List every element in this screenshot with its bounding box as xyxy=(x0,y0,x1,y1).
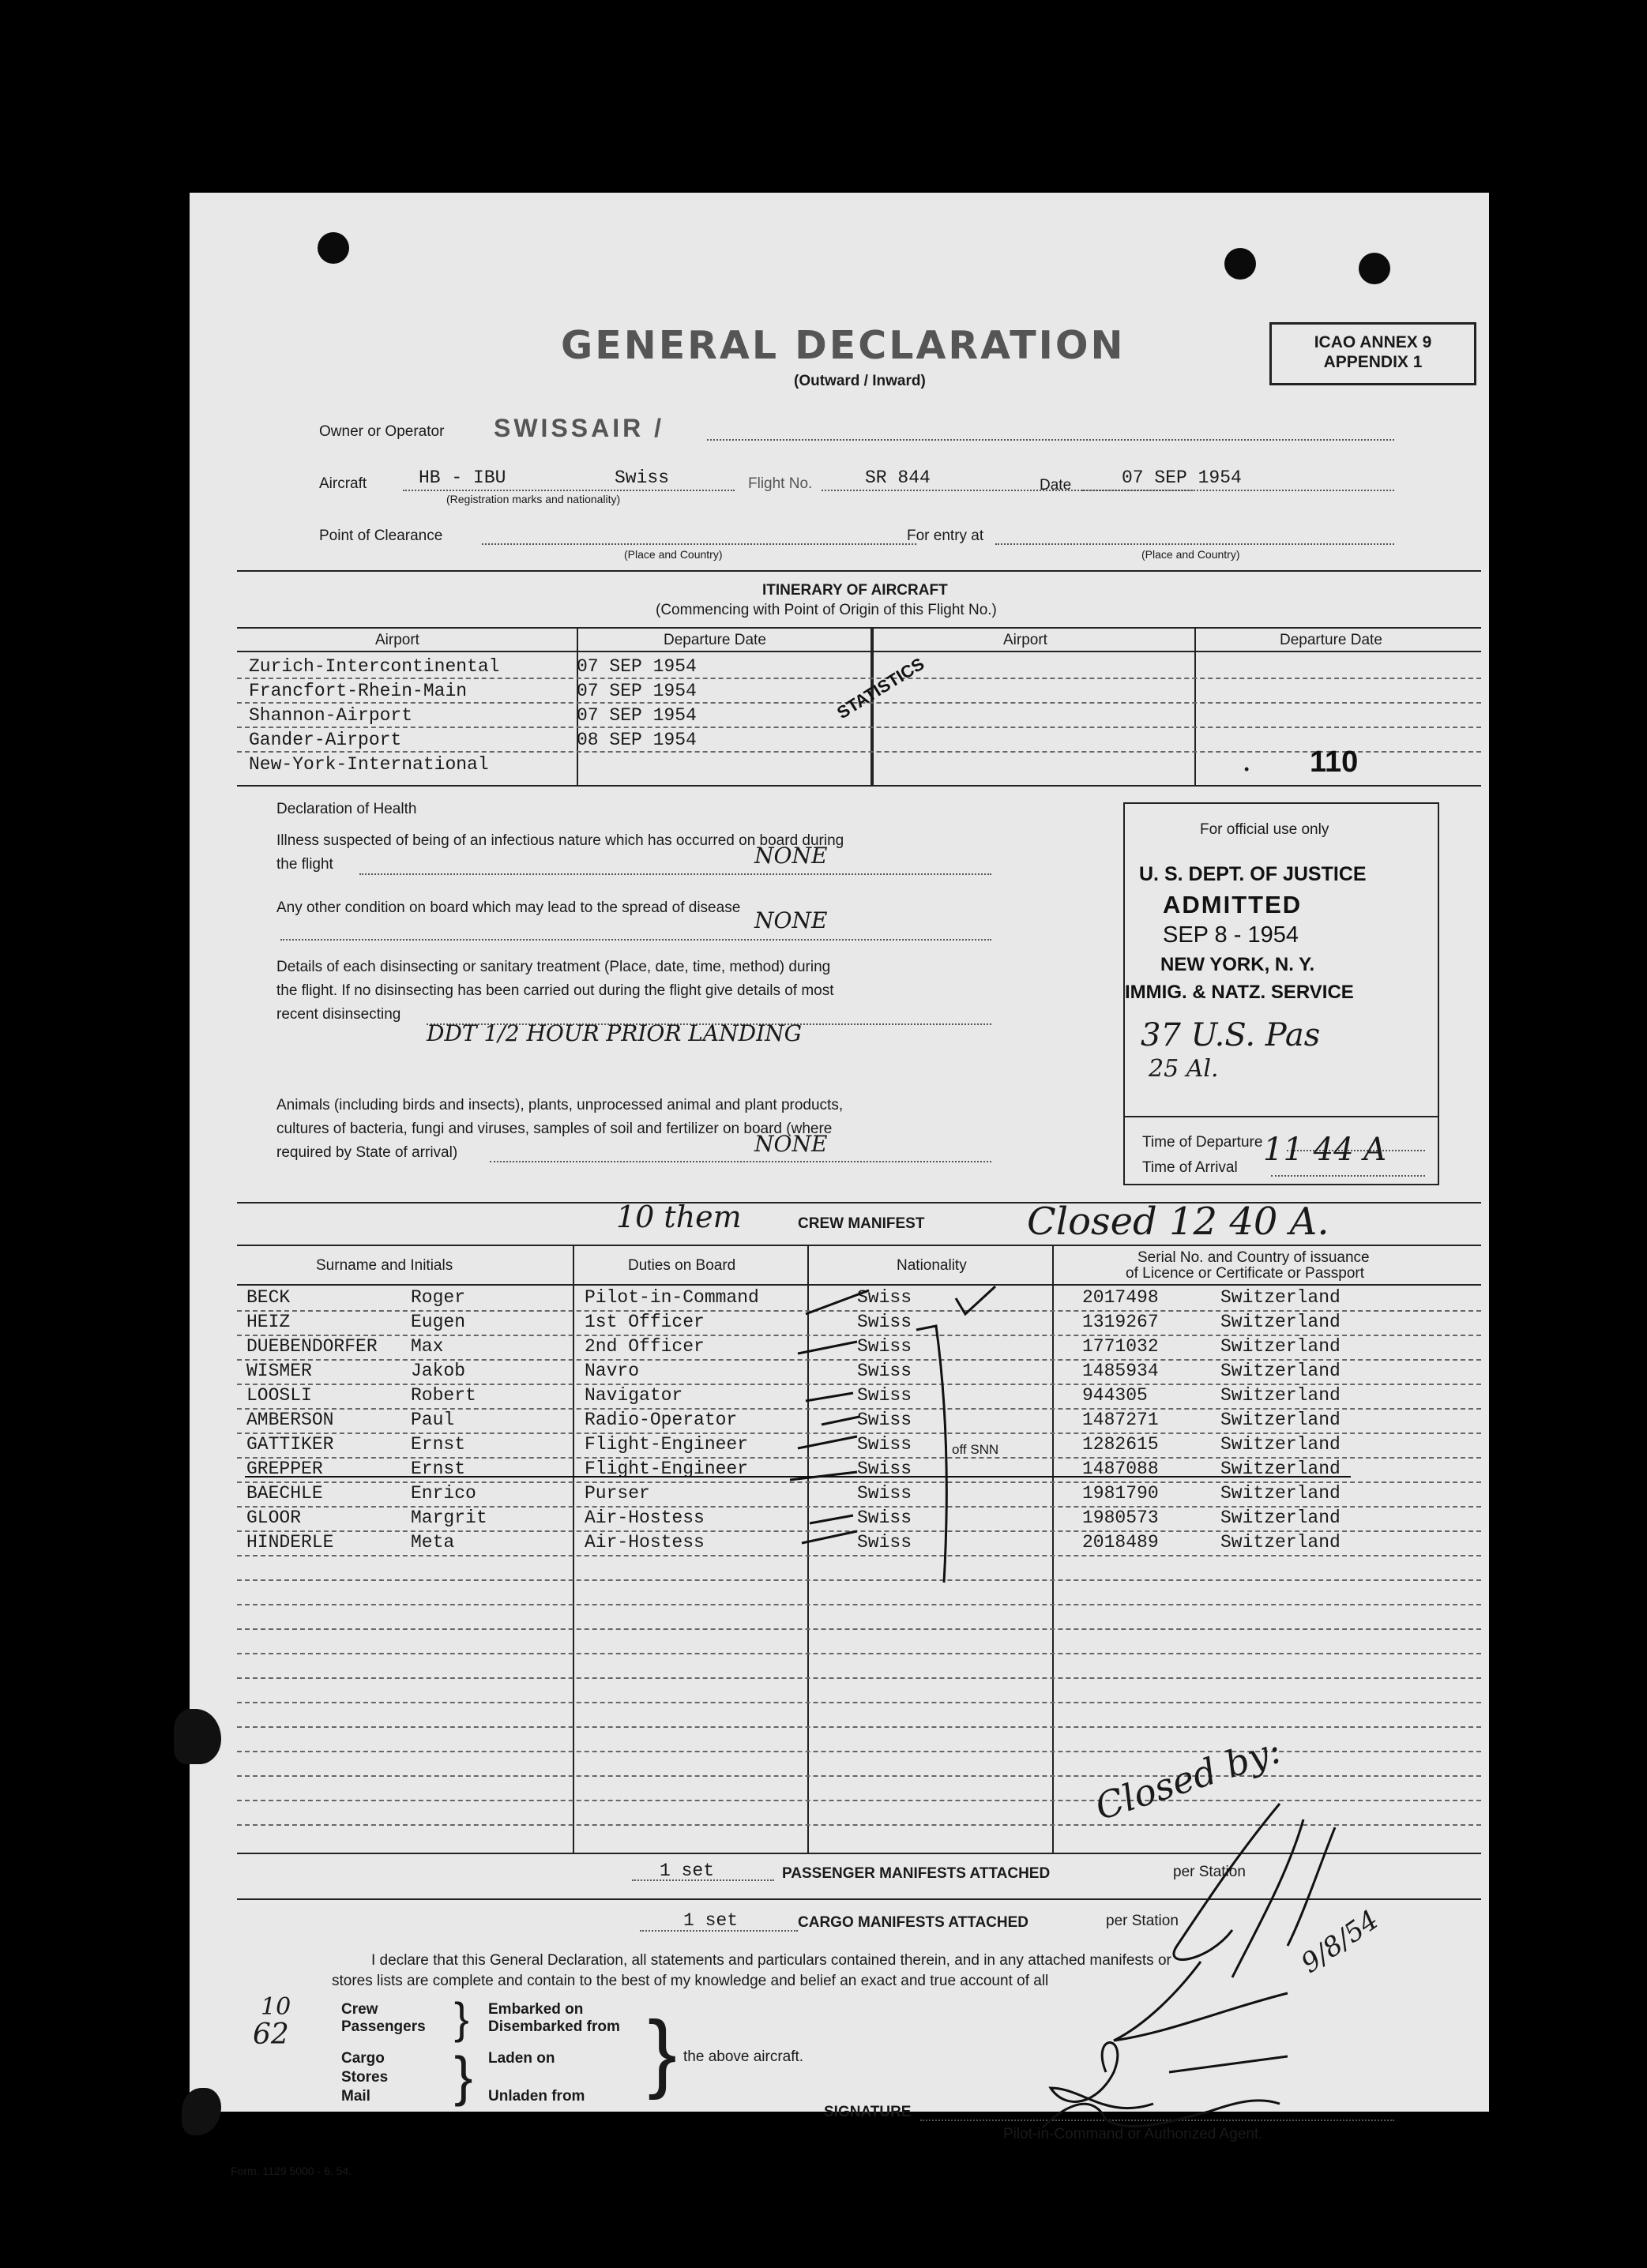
stamp-service: IMMIG. & NATZ. SERVICE xyxy=(1125,982,1354,1003)
strike-line xyxy=(245,1476,1351,1478)
arrival-time-line xyxy=(1271,1175,1425,1177)
crew-cell-country: Switzerland xyxy=(1220,1483,1341,1504)
owner-label: Owner or Operator xyxy=(319,423,445,440)
declaration-line-1: I declare that this General Declaration, all statements and particulars contained therein, and in any attached manifests or xyxy=(371,1952,1171,1969)
crew-cell-nat: Swiss xyxy=(857,1385,912,1406)
crew-cell-first: Enrico xyxy=(411,1483,476,1504)
departure-time-label: Time of Departure xyxy=(1142,1134,1263,1151)
crew-manifest-title: CREW MANIFEST xyxy=(798,1215,925,1232)
health-q4-end: required by State of arrival) xyxy=(276,1144,458,1161)
crew-cell-nat: Swiss xyxy=(857,1336,912,1357)
crew-cell-surname: DUEBENDORFER xyxy=(246,1336,378,1357)
owner-line xyxy=(707,439,1394,441)
crew-cell-duty: 2nd Officer xyxy=(585,1336,705,1357)
crew-cell-serial: 1487271 xyxy=(1082,1410,1159,1430)
row-rule xyxy=(237,1628,1481,1630)
row-rule xyxy=(237,1677,1481,1679)
crew-cell-duty: Navigator xyxy=(585,1385,683,1406)
brace: } xyxy=(454,1993,469,2043)
entry-caption: (Place and Country) xyxy=(1141,548,1240,561)
crew-cell-first: Paul xyxy=(411,1410,455,1430)
crew-cell-country: Switzerland xyxy=(1220,1385,1341,1406)
crew-cell-nat: Swiss xyxy=(857,1483,912,1504)
laden-label: Laden on xyxy=(488,2050,555,2067)
crew-cell-first: Robert xyxy=(411,1385,476,1406)
crew-cell-surname: WISMER xyxy=(246,1361,312,1381)
crew-cell-nat: Swiss xyxy=(857,1287,912,1308)
crew-cell-surname: BAECHLE xyxy=(246,1483,323,1504)
row-rule xyxy=(237,1751,1481,1752)
disembarked-label: Disembarked from xyxy=(488,2018,620,2035)
crew-cell-country: Switzerland xyxy=(1220,1459,1341,1479)
count-line xyxy=(640,1930,798,1932)
crew-cell-first: Meta xyxy=(411,1532,455,1553)
crew-cell-nat: Swiss xyxy=(857,1361,912,1381)
paper-damage xyxy=(182,2088,221,2135)
answer-line xyxy=(280,939,991,941)
divider xyxy=(237,570,1481,572)
crew-cell-serial: 1980573 xyxy=(1082,1508,1159,1528)
crew-cell-first: Ernst xyxy=(411,1434,466,1455)
crew-cell-duty: 1st Officer xyxy=(585,1312,705,1332)
itinerary-subtitle: (Commencing with Point of Origin of this Flight No.) xyxy=(656,602,997,618)
itinerary-date: 07 SEP 1954 xyxy=(577,705,697,726)
health-answer-3: DDT 1/2 HOUR PRIOR LANDING xyxy=(427,1020,803,1046)
crew-cell-serial: 1282615 xyxy=(1082,1434,1159,1455)
stores-label: Stores xyxy=(341,2069,389,2086)
signature-caption: Pilot-in-Command or Authorized Agent. xyxy=(1003,2126,1263,2142)
crew-header-serial: Serial No. and Country of issuance xyxy=(1137,1249,1370,1266)
number-stamp: 110 xyxy=(1310,745,1359,779)
itinerary-airport: Gander-Airport xyxy=(249,730,402,750)
health-title: Declaration of Health xyxy=(276,801,417,817)
mail-label: Mail xyxy=(341,2088,370,2105)
health-answer-1: NONE xyxy=(754,843,828,869)
crew-cell-nat: Swiss xyxy=(857,1532,912,1553)
cargo-label: Cargo xyxy=(341,2050,385,2067)
health-q3-cont: the flight. If no disinsecting has been carried out during the flight give details of most xyxy=(276,982,834,999)
health-q3-end: recent disinsecting xyxy=(276,1006,401,1023)
divider xyxy=(237,1245,1481,1246)
signature-label: SIGNATURE xyxy=(824,2104,912,2120)
form-subtitle: (Outward / Inward) xyxy=(794,373,926,389)
crew-cell-duty: Air-Hostess xyxy=(585,1532,705,1553)
divider xyxy=(237,651,1481,652)
crew-cell-country: Switzerland xyxy=(1220,1287,1341,1308)
owner-value: SWISSAIR / xyxy=(494,414,665,442)
itinerary-date: 07 SEP 1954 xyxy=(577,681,697,701)
form-title: GENERAL DECLARATION xyxy=(561,323,1126,368)
date-label: Date xyxy=(1040,477,1072,494)
crew-cell-nat: Swiss xyxy=(857,1459,912,1479)
health-q4-cont: cultures of bacteria, fungi and viruses, samples of soil and fertilizer on board (where xyxy=(276,1121,833,1137)
crew-label: Crew xyxy=(341,2001,378,2018)
passenger-manifest-station: per Station xyxy=(1173,1864,1246,1880)
crew-cell-first: Eugen xyxy=(411,1312,466,1332)
crew-header-duty: Duties on Board xyxy=(628,1257,736,1274)
brace: } xyxy=(454,2045,473,2107)
row-rule xyxy=(237,1702,1481,1703)
crew-cell-surname: GREPPER xyxy=(246,1459,323,1479)
flight-label: Flight No. xyxy=(748,475,813,492)
answer-line xyxy=(359,873,991,875)
stamp-dept: U. S. DEPT. OF JUSTICE xyxy=(1139,863,1367,885)
crew-cell-first: Roger xyxy=(411,1287,466,1308)
crew-cell-surname: HEIZ xyxy=(246,1312,291,1332)
entry-label: For entry at xyxy=(907,528,984,544)
crew-cell-serial: 1319267 xyxy=(1082,1312,1159,1332)
punch-hole xyxy=(1224,248,1256,280)
itinerary-airport: Francfort-Rhein-Main xyxy=(249,681,468,701)
crew-cell-duty: Flight-Engineer xyxy=(585,1459,749,1479)
form-number: Form. 1129 5000 - 6. 54. xyxy=(231,2165,352,2177)
crew-cell-first: Max xyxy=(411,1336,444,1357)
health-q1-cont: the flight xyxy=(276,856,333,873)
brace: } xyxy=(648,2003,677,2101)
itinerary-airport: Zurich-Intercontinental xyxy=(249,656,500,677)
declaration-line-2: stores lists are complete and contain to the best of my knowledge and belief an exact and true account of all xyxy=(332,1973,1049,1989)
crew-cell-country: Switzerland xyxy=(1220,1312,1341,1332)
crew-cell-duty: Purser xyxy=(585,1483,650,1504)
row-rule xyxy=(237,727,1481,728)
health-q1: Illness suspected of being of an infectious nature which has occurred on board during xyxy=(276,832,844,849)
official-use-box xyxy=(1123,802,1439,1185)
handwritten-signatures xyxy=(972,1772,1430,2151)
crew-cell-serial: 1487088 xyxy=(1082,1459,1159,1479)
crew-cell-duty: Navro xyxy=(585,1361,640,1381)
crew-cell-surname: GLOOR xyxy=(246,1508,302,1528)
crew-cell-nat: Swiss xyxy=(857,1410,912,1430)
signature-date: 9/8/54 xyxy=(1295,1904,1385,1980)
crew-cell-surname: LOOSLI xyxy=(246,1385,312,1406)
crew-cell-nat: Swiss xyxy=(857,1312,912,1332)
crew-cell-serial: 2017498 xyxy=(1082,1287,1159,1308)
itinerary-header-departure-2: Departure Date xyxy=(1280,632,1382,648)
punch-hole xyxy=(1359,253,1390,284)
itinerary-date: 08 SEP 1954 xyxy=(577,730,697,750)
cargo-manifest-label: CARGO MANIFESTS ATTACHED xyxy=(798,1914,1029,1931)
crew-cell-duty: Flight-Engineer xyxy=(585,1434,749,1455)
crew-closed-note: Closed 12 40 A. xyxy=(1027,1200,1329,1244)
passenger-manifest-label: PASSENGER MANIFESTS ATTACHED xyxy=(782,1865,1051,1882)
row-rule xyxy=(237,1604,1481,1605)
itinerary-header-departure: Departure Date xyxy=(664,632,766,648)
crew-cell-country: Switzerland xyxy=(1220,1508,1341,1528)
official-hand-1: 37 U.S. Pas xyxy=(1141,1017,1321,1053)
punch-hole xyxy=(318,232,349,264)
statistics-stamp: STATISTICS xyxy=(833,653,928,723)
crew-cell-country: Switzerland xyxy=(1220,1532,1341,1553)
crew-cell-duty: Air-Hostess xyxy=(585,1508,705,1528)
crew-cell-serial: 1771032 xyxy=(1082,1336,1159,1357)
row-rule xyxy=(237,1726,1481,1728)
cargo-manifest-station: per Station xyxy=(1106,1913,1179,1929)
crew-cell-nat: Swiss xyxy=(857,1508,912,1528)
stamp-dot: • xyxy=(1244,761,1250,777)
off-snn-note: off SNN xyxy=(952,1442,999,1457)
arrival-time-value: 11 44 A xyxy=(1263,1132,1387,1168)
clearance-line xyxy=(482,543,916,545)
crew-cell-country: Switzerland xyxy=(1220,1361,1341,1381)
stamp-date: SEP 8 - 1954 xyxy=(1163,922,1299,948)
crew-cell-serial: 1981790 xyxy=(1082,1483,1159,1504)
official-title: For official use only xyxy=(1200,821,1329,838)
crew-header-name: Surname and Initials xyxy=(316,1257,453,1274)
aircraft-registration: HB - IBU xyxy=(419,467,506,488)
annex-line: ICAO ANNEX 9 xyxy=(1314,333,1432,351)
crew-cell-surname: GATTIKER xyxy=(246,1434,334,1455)
passengers-label: Passengers xyxy=(341,2018,426,2035)
crew-cell-surname: AMBERSON xyxy=(246,1410,334,1430)
row-rule xyxy=(237,678,1481,679)
crew-header-serial-2: of Licence or Certificate or Passport xyxy=(1126,1265,1365,1282)
aircraft-line xyxy=(403,490,735,491)
closed-by-note: Closed by: xyxy=(1090,1728,1287,1829)
stamp-admitted: ADMITTED xyxy=(1163,891,1303,918)
clearance-label: Point of Clearance xyxy=(319,528,443,544)
crew-cell-nat: Swiss xyxy=(857,1434,912,1455)
cargo-manifest-count: 1 set xyxy=(683,1910,739,1931)
aircraft-nationality: Swiss xyxy=(615,467,670,488)
registration-caption: (Registration marks and nationality) xyxy=(446,493,621,505)
stamp-city: NEW YORK, N. Y. xyxy=(1160,954,1315,975)
unladen-label: Unladen from xyxy=(488,2088,585,2105)
arrival-time-label: Time of Arrival xyxy=(1142,1159,1238,1176)
itinerary-airport: New-York-International xyxy=(249,754,489,775)
itinerary-header-airport: Airport xyxy=(375,632,419,648)
crew-cell-serial: 1485934 xyxy=(1082,1361,1159,1381)
crew-cell-first: Ernst xyxy=(411,1459,466,1479)
divider xyxy=(237,627,1481,629)
checkmark-marks xyxy=(758,1282,1043,1598)
health-q3: Details of each disinsecting or sanitary treatment (Place, date, time, method) during xyxy=(276,959,831,975)
health-answer-4: NONE xyxy=(754,1131,828,1157)
crew-cell-duty: Radio-Operator xyxy=(585,1410,738,1430)
divider xyxy=(1125,1116,1438,1117)
embarked-label: Embarked on xyxy=(488,2001,584,2018)
clearance-caption: (Place and Country) xyxy=(624,548,723,561)
entry-line xyxy=(995,543,1394,545)
crew-cell-country: Switzerland xyxy=(1220,1434,1341,1455)
crew-cell-first: Margrit xyxy=(411,1508,487,1528)
flight-number: SR 844 xyxy=(865,467,931,488)
date-line xyxy=(1082,490,1394,491)
crew-cell-first: Jakob xyxy=(411,1361,466,1381)
health-q2: Any other condition on board which may lead to the spread of disease xyxy=(276,899,741,916)
crew-cell-country: Switzerland xyxy=(1220,1336,1341,1357)
crew-count-hand: 10 xyxy=(261,1993,291,2021)
official-hand-2: 25 Al. xyxy=(1149,1055,1219,1083)
row-rule xyxy=(237,751,1481,753)
itinerary-title: ITINERARY OF AIRCRAFT xyxy=(762,582,948,599)
crew-header-nationality: Nationality xyxy=(897,1257,967,1274)
declaration-form xyxy=(190,193,1489,2177)
crew-cell-serial: 2018489 xyxy=(1082,1532,1159,1553)
itinerary-airport: Shannon-Airport xyxy=(249,705,413,726)
health-answer-2: NONE xyxy=(754,907,828,933)
appendix-line: APPENDIX 1 xyxy=(1323,353,1423,371)
crew-cell-serial: 944305 xyxy=(1082,1385,1148,1406)
divider xyxy=(237,785,1481,787)
crew-cell-surname: HINDERLE xyxy=(246,1532,334,1553)
crew-cell-surname: BECK xyxy=(246,1287,291,1308)
annex-box xyxy=(1269,322,1476,385)
itinerary-header-airport-2: Airport xyxy=(1003,632,1047,648)
paper-damage xyxy=(174,1709,221,1764)
above-aircraft-label: the above aircraft. xyxy=(683,2048,804,2065)
crew-hand-note: 10 them xyxy=(616,1200,742,1234)
health-q4: Animals (including birds and insects), plants, unprocessed animal and plant products, xyxy=(276,1097,844,1113)
aircraft-label: Aircraft xyxy=(319,475,367,492)
passenger-manifest-count: 1 set xyxy=(660,1861,715,1881)
crew-cell-duty: Pilot-in-Command xyxy=(585,1287,759,1308)
flight-date: 07 SEP 1954 xyxy=(1122,467,1242,488)
crew-cell-country: Switzerland xyxy=(1220,1410,1341,1430)
column-rule xyxy=(1194,627,1196,785)
count-line xyxy=(632,1879,774,1881)
itinerary-date: 07 SEP 1954 xyxy=(577,656,697,677)
row-rule xyxy=(237,1653,1481,1654)
answer-line xyxy=(490,1161,991,1162)
passenger-count-hand: 62 xyxy=(253,2018,289,2051)
